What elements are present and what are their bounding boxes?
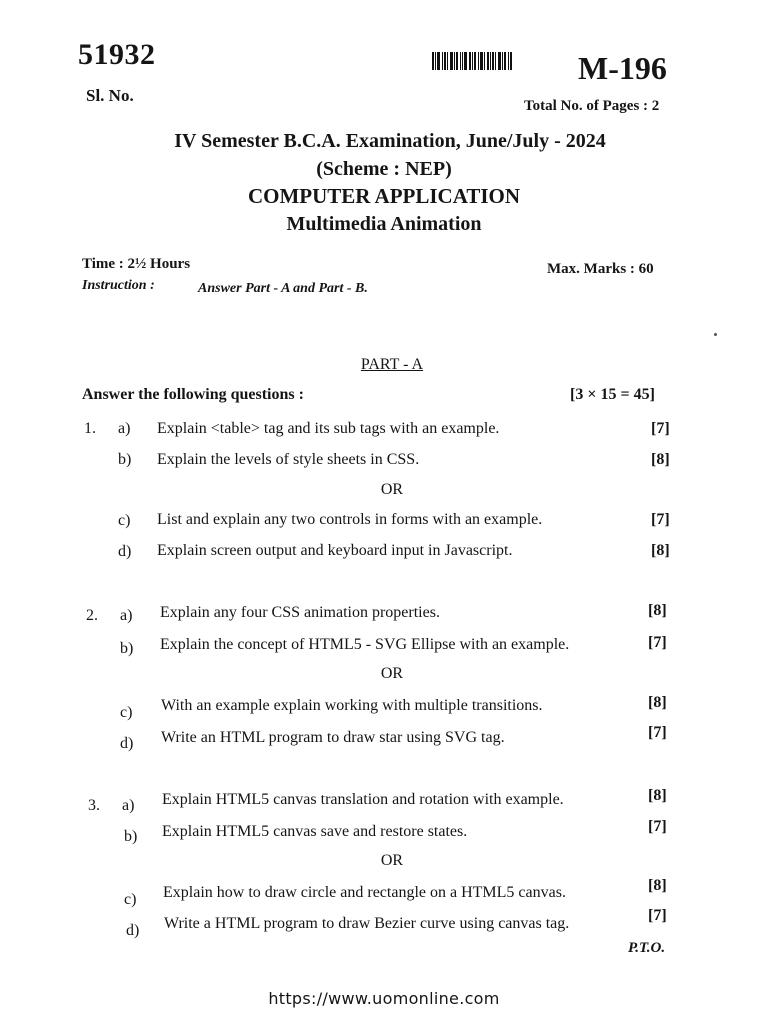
scan-speck xyxy=(714,333,717,336)
question-marks: [8] xyxy=(648,787,667,804)
marks-scheme: [3 × 15 = 45] xyxy=(570,386,655,403)
serial-number-label: Sl. No. xyxy=(86,86,134,105)
sub-question-label: d) xyxy=(118,543,132,560)
answer-instruction: Answer the following questions : xyxy=(82,386,304,403)
source-url: https://www.uomonline.com xyxy=(268,989,500,1008)
pto-label: P.T.O. xyxy=(628,940,666,956)
question-text: Explain the concept of HTML5 - SVG Ellipse with an example. xyxy=(160,636,570,653)
question-marks: [7] xyxy=(648,634,667,651)
barcode xyxy=(432,52,528,70)
question-marks: [7] xyxy=(648,724,667,741)
instruction-text: Answer Part - A and Part - B. xyxy=(198,281,368,296)
sub-question-label: d) xyxy=(126,922,140,939)
or-separator: OR xyxy=(380,665,404,682)
instruction-label: Instruction : xyxy=(82,278,155,293)
sub-question-label: b) xyxy=(118,451,132,468)
question-number: 1. xyxy=(84,420,96,437)
question-text: Explain how to draw circle and rectangle on a HTML5 canvas. xyxy=(163,884,566,901)
exam-title: IV Semester B.C.A. Examination, June/July - 2024 xyxy=(174,130,606,152)
part-title: PART - A xyxy=(360,356,424,373)
total-pages: Total No. of Pages : 2 xyxy=(524,98,660,114)
sub-question-label: a) xyxy=(122,797,135,814)
question-text: Explain HTML5 canvas save and restore states. xyxy=(162,823,468,840)
question-number: 3. xyxy=(88,797,100,814)
question-text: With an example explain working with multiple transitions. xyxy=(161,697,543,714)
question-text: Write an HTML program to draw star using SVG tag. xyxy=(161,729,505,746)
or-separator: OR xyxy=(380,481,404,498)
subject-title: COMPUTER APPLICATION xyxy=(247,184,521,208)
max-marks-label: Max. Marks : 60 xyxy=(547,261,654,277)
or-separator: OR xyxy=(380,852,404,869)
question-text: Explain any four CSS animation properties. xyxy=(160,604,440,621)
question-marks: [7] xyxy=(651,420,670,437)
paper-code: 51932 xyxy=(78,38,156,71)
sub-question-label: c) xyxy=(120,704,133,721)
scheme-label: (Scheme : NEP) xyxy=(316,158,452,180)
sub-question-label: b) xyxy=(124,828,138,845)
question-text: Write a HTML program to draw Bezier curve using canvas tag. xyxy=(164,915,570,932)
question-paper-code: M-196 xyxy=(578,50,667,86)
question-text: List and explain any two controls in forms with an example. xyxy=(157,511,543,528)
question-marks: [7] xyxy=(651,511,670,528)
question-marks: [7] xyxy=(648,907,667,924)
question-text: Explain the levels of style sheets in CSS. xyxy=(157,451,420,468)
question-marks: [8] xyxy=(648,694,667,711)
question-marks: [8] xyxy=(648,877,667,894)
question-marks: [7] xyxy=(648,818,667,835)
question-marks: [8] xyxy=(651,451,670,468)
question-marks: [8] xyxy=(648,602,667,619)
sub-question-label: d) xyxy=(120,735,134,752)
time-label: Time : 2½ Hours xyxy=(82,256,191,272)
question-text: Explain <table> tag and its sub tags with an example. xyxy=(157,420,500,437)
question-number: 2. xyxy=(86,607,98,624)
sub-question-label: c) xyxy=(124,891,137,908)
sub-question-label: a) xyxy=(120,607,133,624)
question-marks: [8] xyxy=(651,542,670,559)
question-text: Explain screen output and keyboard input in Javascript. xyxy=(157,542,513,559)
question-text: Explain HTML5 canvas translation and rotation with example. xyxy=(162,791,564,808)
sub-question-label: a) xyxy=(118,420,131,437)
sub-question-label: c) xyxy=(118,512,131,529)
sub-question-label: b) xyxy=(120,640,134,657)
paper-title: Multimedia Animation xyxy=(286,213,482,235)
